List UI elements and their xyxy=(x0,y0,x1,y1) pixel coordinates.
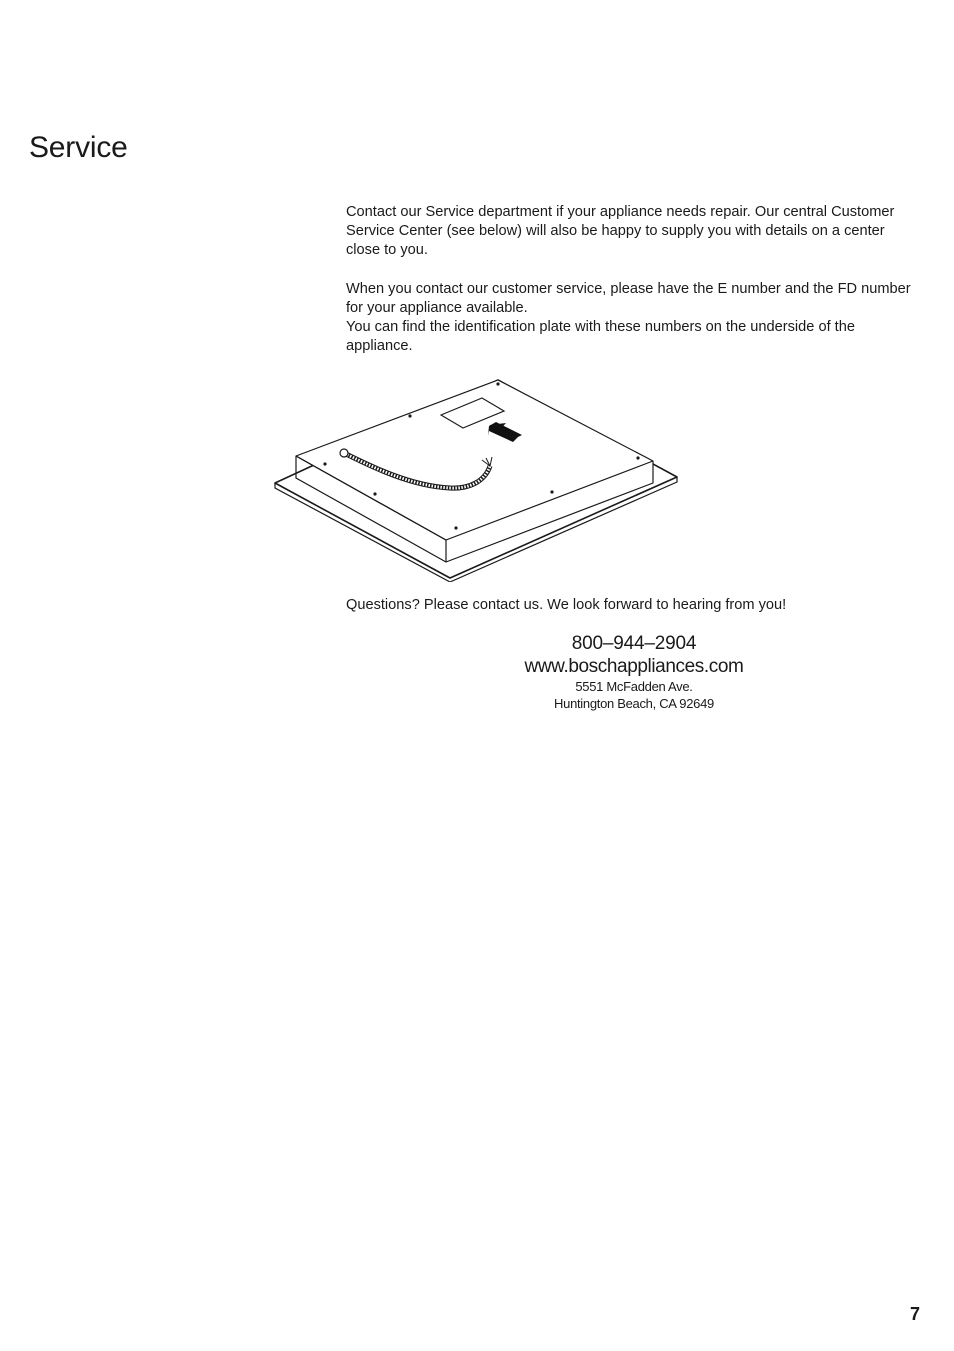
address-line-2: Huntington Beach, CA 92649 xyxy=(554,696,714,711)
page-number: 7 xyxy=(909,1304,920,1324)
plate-location-paragraph: You can find the identification plate with these numbers on the underside of the appliance. xyxy=(346,319,855,355)
contact-block xyxy=(484,632,784,712)
website-link[interactable]: www.boschappliances.com xyxy=(524,656,744,677)
address-line-1: 5551 McFadden Ave. xyxy=(575,679,693,694)
phone-number: 800–944–2904 xyxy=(571,633,697,654)
intro-paragraph: Contact our Service department if your appliance needs repair. Our central Customer Service Center (see below) will also be happy to supply you with details on a center close to you. xyxy=(346,204,895,259)
questions-line: Questions? Please contact us. We look forward to hearing from you! xyxy=(346,597,787,613)
numbers-paragraph: When you contact our customer service, please have the E number and the FD number for your appliance available. xyxy=(346,281,911,317)
cooktop-underside-illustration xyxy=(270,376,680,582)
page-title: Service xyxy=(29,131,128,164)
